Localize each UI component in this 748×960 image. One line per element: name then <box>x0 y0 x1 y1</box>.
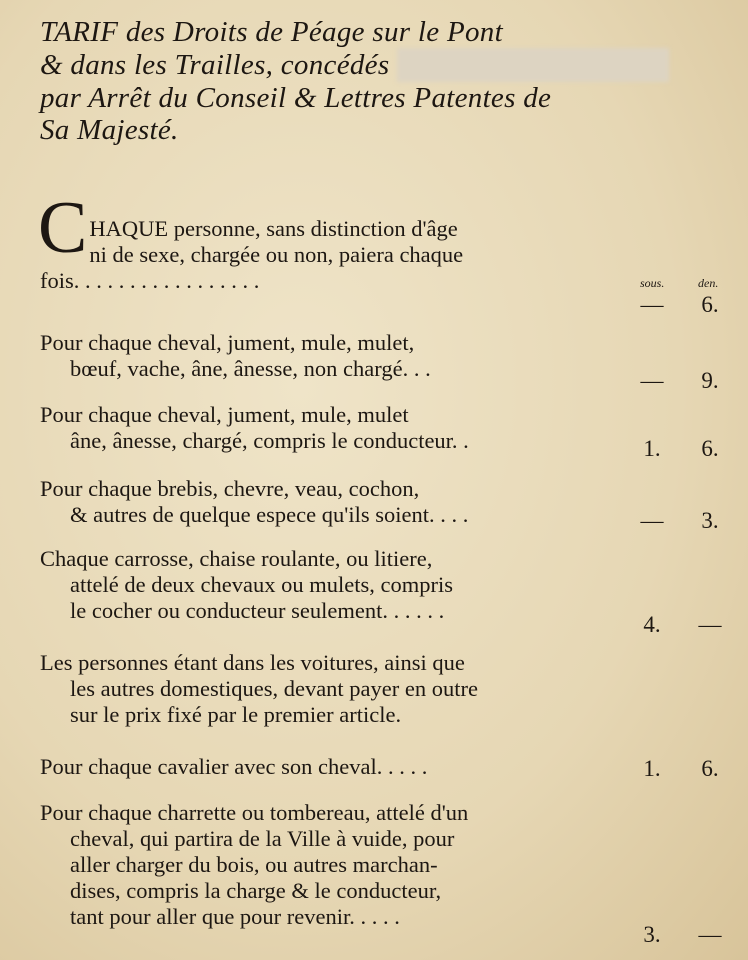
entry-line: Pour chaque cheval, jument, mule, mulet, <box>40 330 415 355</box>
sous-header: sous. <box>640 276 665 290</box>
tariff-entry <box>40 330 608 382</box>
tariff-title <box>40 16 730 146</box>
tariff-entry <box>40 754 608 780</box>
tariff-entry <box>40 476 608 528</box>
entry-line: les autres domestiques, devant payer en outre <box>70 676 478 701</box>
entry-line: tant pour aller que pour revenir. . . . . <box>70 904 400 929</box>
entry-line: bœuf, vache, âne, ânesse, non chargé. . . <box>70 356 431 381</box>
entry-line: Les personnes étant dans les voitures, ainsi que <box>40 650 465 675</box>
entry-line: cheval, qui partira de la Ville à vuide, pour <box>70 826 455 851</box>
title-line-1: TARIF des Droits de Péage sur le Pont <box>40 16 503 48</box>
den-value: 6. <box>701 436 719 461</box>
den-value: 6. <box>701 756 719 781</box>
entry-line: dises, compris la charge & le conducteur, <box>70 878 442 903</box>
entry-line: Pour chaque charrette ou tombereau, attelé d'un <box>40 800 469 825</box>
sous-value: — <box>640 368 664 393</box>
title-line-3: par Arrêt du Conseil & Lettres Patentes de <box>40 82 552 114</box>
tariff-entry <box>40 546 608 624</box>
drop-cap: C <box>38 187 88 269</box>
title-line-2: & dans les Trailles, concédés <box>40 49 390 81</box>
tariff-entry <box>40 800 608 930</box>
entry-line: aller charger du bois, ou autres marchan- <box>70 852 438 877</box>
entry-line: fois. . . . . . . . . . . . . . . . . <box>40 268 260 293</box>
redacted-area <box>397 48 669 82</box>
den-value: 6. <box>701 292 719 317</box>
entry-line: âne, ânesse, chargé, compris le conducteur. . <box>70 428 469 453</box>
entry-line: ni de sexe, chargée ou non, paiera chaque <box>89 242 464 267</box>
sous-value: 3. <box>643 922 661 947</box>
sous-value: — <box>640 292 664 317</box>
den-value: — <box>698 922 722 947</box>
entry-line: sur le prix fixé par le premier article. <box>70 702 402 727</box>
entry-line: & autres de quelque espece qu'ils soient. . . . <box>70 502 469 527</box>
entry-line: Pour chaque brebis, chevre, veau, cochon, <box>40 476 420 501</box>
sous-value: 1. <box>643 756 661 781</box>
entry-line: Pour chaque cheval, jument, mule, mulet <box>40 402 409 427</box>
den-value: 3. <box>701 508 719 533</box>
tariff-entry <box>40 650 608 728</box>
tariff-entry <box>40 402 608 454</box>
sous-value: — <box>640 508 664 533</box>
tariff-entry <box>38 187 608 294</box>
den-header: den. <box>698 276 719 290</box>
den-value: 9. <box>701 368 719 393</box>
sous-value: 4. <box>643 612 661 637</box>
title-line-4: Sa Majesté. <box>40 114 179 146</box>
title-line-2-row <box>40 48 730 82</box>
den-value: — <box>698 612 722 637</box>
entry-line: Chaque carrosse, chaise roulante, ou litiere, <box>40 546 433 571</box>
entry-line: Pour chaque cavalier avec son cheval. . . . . <box>40 754 428 779</box>
entry-line: le cocher ou conducteur seulement. . . . . . <box>70 598 445 623</box>
sous-value: 1. <box>643 436 661 461</box>
entry-line: attelé de deux chevaux ou mulets, compris <box>70 572 454 597</box>
entry-line: HAQUE personne, sans distinction d'âge <box>89 216 458 241</box>
